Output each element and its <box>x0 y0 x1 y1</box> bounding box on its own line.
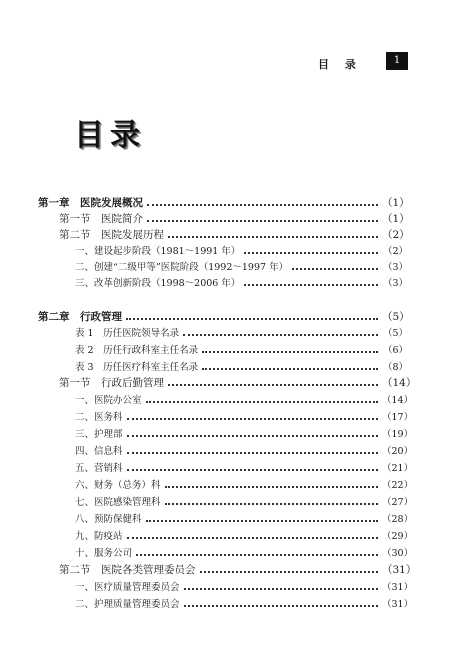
toc-page: （31） <box>382 599 414 610</box>
toc-entry[interactable] <box>0 358 450 374</box>
toc-label: 第一节 医院简介 <box>59 212 143 225</box>
toc-label: 表 1 历任医院领导名录 <box>75 328 180 339</box>
leader-dots <box>127 425 378 437</box>
toc-page: （17） <box>382 412 414 423</box>
toc-label: 表 2 历任行政科室主任名录 <box>75 345 199 356</box>
toc-entry[interactable] <box>0 274 450 290</box>
leader-dots <box>202 341 378 353</box>
toc-entry[interactable] <box>0 561 450 577</box>
toc-page: （22） <box>382 480 414 491</box>
leader-dots <box>244 274 378 286</box>
toc-label: 五、营销科 <box>75 463 123 474</box>
toc-page: （5） <box>382 310 410 323</box>
toc-page: （29） <box>382 531 414 542</box>
toc-entry[interactable] <box>0 374 450 390</box>
toc-label: 表 3 历任医疗科室主任名录 <box>75 362 199 373</box>
toc-label: 十、服务公司 <box>75 548 133 559</box>
leader-dots <box>147 194 378 206</box>
toc-label: 四、信息科 <box>75 446 123 457</box>
toc-label: 九、防疫站 <box>75 531 123 542</box>
leader-dots <box>184 595 378 607</box>
leader-dots <box>165 493 378 505</box>
page-number: 1 <box>386 52 408 70</box>
toc-page: （1） <box>382 212 410 225</box>
toc-label: 第二节 医院各类管理委员会 <box>59 563 196 576</box>
toc-label: 二、创建“二级甲等”医院阶段（1992～1997 年） <box>75 262 289 273</box>
toc-entry[interactable] <box>0 578 450 594</box>
toc-entry[interactable] <box>0 527 450 543</box>
toc-page: （31） <box>382 582 414 593</box>
toc-label: 八、预防保健科 <box>75 514 142 525</box>
toc-entry[interactable] <box>0 308 450 324</box>
leader-dots <box>244 242 378 254</box>
toc-entry[interactable] <box>0 493 450 509</box>
leader-dots <box>168 226 378 238</box>
toc-entry[interactable] <box>0 391 450 407</box>
leader-dots <box>184 578 378 590</box>
toc-page: （28） <box>382 514 414 525</box>
toc-page: （30） <box>382 548 414 559</box>
toc-entry[interactable] <box>0 408 450 424</box>
toc-entry[interactable] <box>0 510 450 526</box>
leader-dots <box>183 324 378 336</box>
leader-dots <box>127 527 378 539</box>
toc-page: （5） <box>382 328 408 339</box>
leader-dots <box>202 358 378 370</box>
toc-label: 二、医务科 <box>75 412 123 423</box>
toc-label: 二、护理质量管理委员会 <box>75 599 180 610</box>
toc-entry[interactable] <box>0 258 450 274</box>
toc-page: （6） <box>382 345 408 356</box>
toc-entry[interactable] <box>0 210 450 226</box>
toc-page: （2） <box>382 246 408 257</box>
toc-page: （3） <box>382 262 408 273</box>
toc-label: 三、护理部 <box>75 429 123 440</box>
toc-label: 一、医疗质量管理委员会 <box>75 582 180 593</box>
toc-page: （8） <box>382 362 408 373</box>
toc-page: （20） <box>382 446 414 457</box>
toc-entry[interactable] <box>0 595 450 611</box>
toc-entry[interactable] <box>0 194 450 210</box>
leader-dots <box>136 544 378 556</box>
leader-dots <box>292 258 378 270</box>
toc-entry[interactable] <box>0 324 450 340</box>
toc-entry[interactable] <box>0 425 450 441</box>
leader-dots <box>147 210 378 222</box>
toc-entry[interactable] <box>0 226 450 242</box>
running-header: 目 录 <box>318 58 362 71</box>
toc-page: （31） <box>382 563 417 576</box>
leader-dots <box>165 476 378 488</box>
toc-label: 六、财务（总务）科 <box>75 480 161 491</box>
toc-page: （2） <box>382 228 410 241</box>
toc-entry[interactable] <box>0 442 450 458</box>
toc-label: 第一章 医院发展概况 <box>38 196 143 209</box>
toc-page: （21） <box>382 463 414 474</box>
toc-label: 一、建设起步阶段（1981～1991 年） <box>75 246 241 257</box>
toc-page: （27） <box>382 497 414 508</box>
toc-entry[interactable] <box>0 459 450 475</box>
leader-dots <box>126 308 378 320</box>
toc-label: 第一节 行政后勤管理 <box>59 376 164 389</box>
toc-page: （14） <box>382 395 414 406</box>
leader-dots <box>146 391 378 403</box>
toc-entry[interactable] <box>0 544 450 560</box>
leader-dots <box>127 442 378 454</box>
page-title: 目录 <box>74 118 146 153</box>
toc-label: 第二节 医院发展历程 <box>59 228 164 241</box>
toc-label: 一、医院办公室 <box>75 395 142 406</box>
leader-dots <box>127 408 378 420</box>
toc-entry[interactable] <box>0 242 450 258</box>
leader-dots <box>168 374 378 386</box>
leader-dots <box>200 561 379 573</box>
toc-entry[interactable] <box>0 476 450 492</box>
toc-page: （14） <box>382 376 417 389</box>
toc-label: 七、医院感染管理科 <box>75 497 161 508</box>
toc-page: （3） <box>382 278 408 289</box>
leader-dots <box>127 459 378 471</box>
toc-label: 第二章 行政管理 <box>38 310 122 323</box>
toc-entry[interactable] <box>0 341 450 357</box>
toc-label: 三、改革创新阶段（1998～2006 年） <box>75 278 241 289</box>
leader-dots <box>146 510 378 522</box>
toc-page: （1） <box>382 196 410 209</box>
toc-page: （19） <box>382 429 414 440</box>
